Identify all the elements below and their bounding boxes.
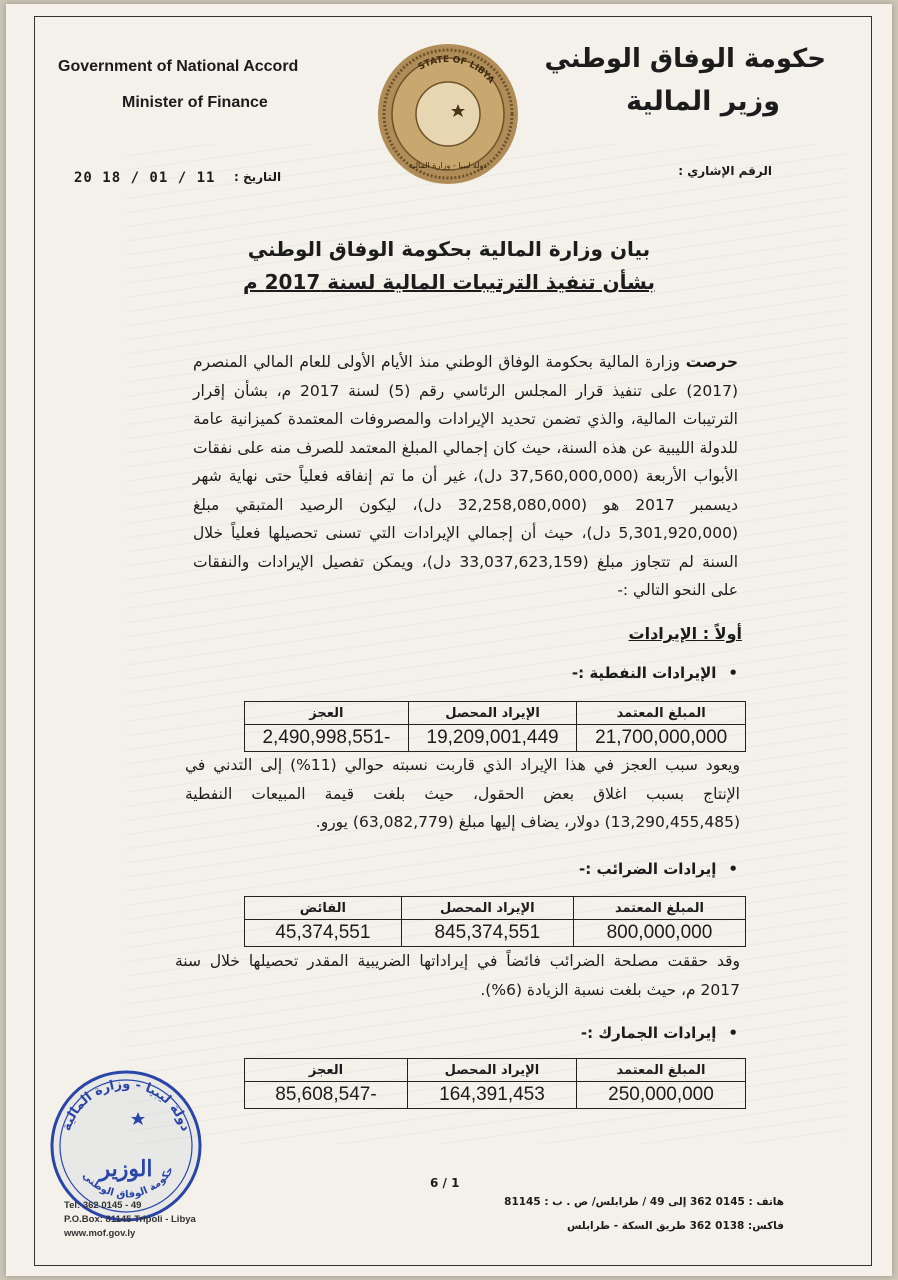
table-cell: 21,700,000,000 bbox=[577, 725, 746, 752]
table-header-cell: الإيراد المحصل bbox=[407, 1059, 576, 1082]
intro-paragraph bbox=[193, 348, 738, 605]
table-row bbox=[245, 725, 746, 752]
table-cell: 800,000,000 bbox=[573, 920, 745, 947]
customs-revenues-table bbox=[244, 1058, 746, 1109]
table-row bbox=[245, 1082, 746, 1109]
seal-text-outer: دولة ليبيا - وزارة المالية bbox=[59, 1076, 193, 1134]
footer-pobox-english: P.O.Box: 81145 Tripoli - Libya bbox=[64, 1214, 196, 1225]
ministry-name-arabic: وزير المالية bbox=[626, 86, 780, 117]
table-cell: 164,391,453 bbox=[407, 1082, 576, 1109]
table-header-row bbox=[245, 897, 746, 920]
table-header-cell: العجز bbox=[245, 1059, 408, 1082]
table-cell: -2,490,998,551 bbox=[245, 725, 409, 752]
emblem-text-top: STATE OF LIBYA bbox=[416, 54, 496, 86]
table-header-cell: المبلغ المعتمد bbox=[573, 897, 745, 920]
table-header-cell: المبلغ المعتمد bbox=[577, 702, 746, 725]
tax-revenues-table bbox=[244, 896, 746, 947]
emblem-text-arabic: دولة ليبيا - وزارة المالية bbox=[408, 161, 488, 170]
table-cell: -85,608,547 bbox=[245, 1082, 408, 1109]
section-revenues-heading: أولاً : الإيرادات bbox=[628, 624, 742, 643]
table-row bbox=[245, 920, 746, 947]
footer-fax-arabic: فاكس: 0138 362 طريق السكة - طرابلس bbox=[566, 1220, 784, 1232]
reference-number-label: الرقم الإشاري : bbox=[678, 164, 772, 178]
government-name-arabic: حكومة الوفاق الوطني bbox=[544, 44, 826, 74]
customs-revenues-bullet: • إيرادات الجمارك :- bbox=[581, 1024, 738, 1042]
footer-tel-english: Tel: 362 0145 - 49 bbox=[64, 1200, 142, 1211]
table-cell: 19,209,001,449 bbox=[408, 725, 577, 752]
oil-revenues-table bbox=[244, 701, 746, 752]
intro-text: وزارة المالية بحكومة الوفاق الوطني منذ الأيام الأولى للعام المالي المنصرم (2017) على تنفيذ قرار المجلس الرئاسي رقم (5) لسنة 2017 م، بشأن إقرار الترتيبات المالية، والذي تضمن تحديد الإيرادات والمصروفات المعتمدة كميزانية عامة للدولة الليبية عن هذه السنة، حيث كان إجمالي المبلغ المعتمد للصرف منه على نفقات الأبواب الأربعة (37,560,000,000 دل)، غير أن ما تم إنفاقه فعلياً حتى نهاية شهر ديسمبر 2017 هو (32,258,080,000 دل)، ليكون الرصيد المتبقي مبلغ (5,301,920,000 دل)، حيث أن إجمالي الإيرادات التي تسنى تحصيلها فعلياً خلال السنة لم تتجاوز مبلغ (33,037,623,159 دل)، ويمكن تفصيل الإيرادات والنفقات على النحو التالي :- bbox=[193, 353, 739, 599]
statement-subtitle: بشأن تنفيذ الترتيبات المالية لسنة 2017 م bbox=[243, 270, 655, 294]
table-cell: 45,374,551 bbox=[245, 920, 402, 947]
page-number: 6 / 1 bbox=[430, 1176, 460, 1190]
oil-revenues-note: ويعود سبب العجز في هذا الإيراد الذي قاربت نسبته حوالي (11%) إلى التدني في الإنتاج بسبب اغلاق بعض الحقول، حيث بلغت قيمة المبيعات النفطية (13,290,455,485) دولار، يضاف إليها مبلغ (63,082,779) يورو. bbox=[185, 756, 740, 831]
ministry-name-english: Minister of Finance bbox=[122, 94, 268, 111]
tax-revenues-note: وقد حققت مصلحة الضرائب فائضاً في إيراداتها الضريبية المقدر تحصيلها خلال سنة 2017 م، حيث بلغت نسبة الزيادة (6%). bbox=[175, 952, 740, 999]
intro-lead-word: حرصت bbox=[685, 353, 738, 371]
table-header-cell: العجز bbox=[245, 702, 409, 725]
date-value: 20 18 / 01 / 11 bbox=[74, 170, 216, 186]
table-cell: 845,374,551 bbox=[401, 920, 573, 947]
seal-text-minister: الوزير bbox=[99, 1156, 153, 1182]
statement-title: بيان وزارة المالية بحكومة الوفاق الوطني bbox=[247, 237, 651, 261]
table-header-cell: الإيراد المحصل bbox=[401, 897, 573, 920]
table-header-row bbox=[245, 1059, 746, 1082]
table-header-row bbox=[245, 702, 746, 725]
document-page bbox=[6, 4, 892, 1276]
table-header-cell: الفائض bbox=[245, 897, 402, 920]
government-name-english: Government of National Accord bbox=[58, 58, 299, 75]
table-cell: 250,000,000 bbox=[576, 1082, 745, 1109]
table-header-cell: الإيراد المحصل bbox=[408, 702, 577, 725]
footer-website: www.mof.gov.ly bbox=[64, 1228, 136, 1239]
table-header-cell: المبلغ المعتمد bbox=[576, 1059, 745, 1082]
footer-phone-arabic: هاتف : 0145 362 إلى 49 / طرابلس/ ص . ب : 81145 bbox=[504, 1196, 784, 1208]
date-label: التاريخ : bbox=[234, 170, 282, 184]
seal-text-bottom: حكومة الوفاق الوطني bbox=[80, 1164, 177, 1201]
oil-revenues-bullet: • الإيرادات النفطية :- bbox=[572, 664, 738, 682]
ministry-emblem-seal bbox=[374, 40, 522, 188]
tax-revenues-bullet: • إيرادات الضرائب :- bbox=[579, 860, 738, 878]
